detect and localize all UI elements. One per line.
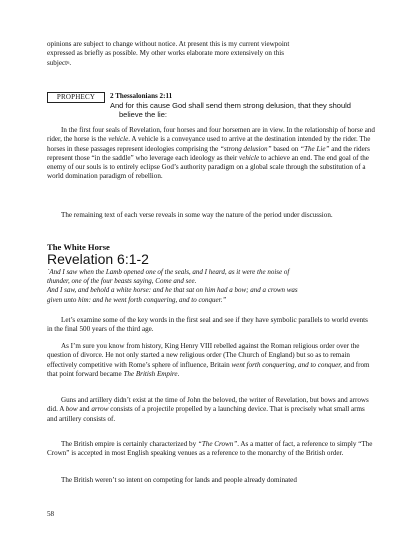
para4-text-c: . (177, 369, 180, 378)
para6-text-b: . As a matter of fact, a reference to simply “The Crown” is accepted in most English speaking venues as a reference to the monarchy of the British order. (47, 440, 373, 458)
paragraph-henry-viii (47, 342, 375, 379)
para1-text-c: based on (271, 144, 301, 153)
para4-emphasis-conquering: went forth conquering, and to conquer, (231, 360, 342, 369)
verse-line-2: thunder, one of the four beasts saying, Come and see. (47, 277, 197, 286)
para4-emphasis-british-empire: The British Empire (123, 369, 178, 378)
prophecy-quote-line-2: believe the lie: (119, 110, 167, 120)
section-heading: The White Horse (47, 242, 110, 252)
para5-emphasis-arrow: arrow (91, 405, 109, 414)
para4-text-b: and from that point forward became (47, 360, 370, 378)
paragraph-guns-artillery (47, 396, 375, 424)
prophecy-quote-line-1: And for this cause God shall send them strong delusion, that they should (110, 101, 351, 110)
intro-line-3: subject (47, 58, 68, 67)
intro-end: . (69, 58, 72, 67)
para1-text-d: and the riders represent those “in the saddle” who leverage each ideology as their (47, 144, 370, 162)
paragraph-british-competing: The British weren’t so intent on competing for lands and people already dominated (61, 476, 297, 484)
para1-emphasis-vehicle-2: vehicle (239, 153, 260, 162)
para1-text-b: . A vehicle is a conveyance used to arrive at the destination intended by the rider. The horses in these passages represent ideologies comprising the (47, 135, 371, 153)
para5-emphasis-bow: bow (65, 405, 78, 414)
para6-text-a: The British empire is certainly characterized by (61, 440, 198, 448)
para5-text-a: Guns and artillery didn’t exist at the time of John the beloved, the writer of Revelation, but bows and arrows did. A (47, 396, 369, 414)
para1-text-e: to achieve an end. The end goal of the enemy of our souls is to entirely eclipse God’s authority paradigm on a global scale through the substitution of a world domination paradigm of rebellion. (47, 153, 369, 181)
page-number: 58 (47, 510, 55, 518)
paragraph-remaining-text: The remaining text of each verse reveals in some way the nature of the period under discussion. (61, 211, 333, 219)
verse-text (47, 268, 377, 305)
intro-paragraph (47, 40, 375, 68)
para1-emphasis-the-lie: “The Lie” (300, 144, 330, 153)
intro-line-1: opinions are subject to change without notice. At present this is my current viewpoint (47, 40, 290, 48)
verse-heading: Revelation 6:1-2 (47, 251, 149, 267)
verse-line-1: `And I saw when the Lamb opened one of the seals, and I heard, as it were the noise of (47, 268, 290, 276)
para6-emphasis-the-crown: “The Crown” (197, 440, 238, 448)
prophecy-label: PROPHECY (56, 93, 96, 101)
paragraph-horses (47, 126, 375, 182)
paragraph-key-words: Let’s examine some of the key words in the first seal and see if they have symbolic parallels to world events in the final 500 years of the third age. (47, 316, 368, 334)
para5-text-b: and (77, 405, 92, 414)
para5-text-c: consists of a projectile propelled by a launching device. That is precisely what small arms and artillery consists of. (47, 405, 365, 423)
para1-emphasis-strong-delusion: “strong delusion” (219, 144, 272, 153)
prophecy-quote (110, 101, 372, 120)
intro-line-2: expressed as briefly as possible. My other works elaborate more extensively on this (47, 49, 284, 58)
para1-emphasis-vehicle: vehicle (108, 135, 129, 144)
para1-text-a: In the first four seals of Revelation, four horses and four horsemen are in view. In the relationship of horse and rider, the horse is the (47, 126, 375, 144)
footnote-marker[interactable]: 6 (67, 59, 70, 65)
verse-line-3: And I saw, and behold a white horse: and he that sat on him had a bow; and a crown was (47, 286, 298, 295)
verse-line-4: given unto him: and he went forth conquering, and to conquer.” (47, 295, 227, 304)
paragraph-the-crown (47, 440, 375, 459)
prophecy-reference: 2 Thessalonians 2:11 (110, 92, 173, 100)
prophecy-label-box (47, 92, 105, 103)
para4-text-a: As I’m sure you know from history, King Henry VIII rebelled against the Roman religious order over the question of divorce. He not only started a new religious order (The Church of England) but so as to remain effectively competitive with Rome’s sphere of influence, Britain (47, 342, 360, 369)
